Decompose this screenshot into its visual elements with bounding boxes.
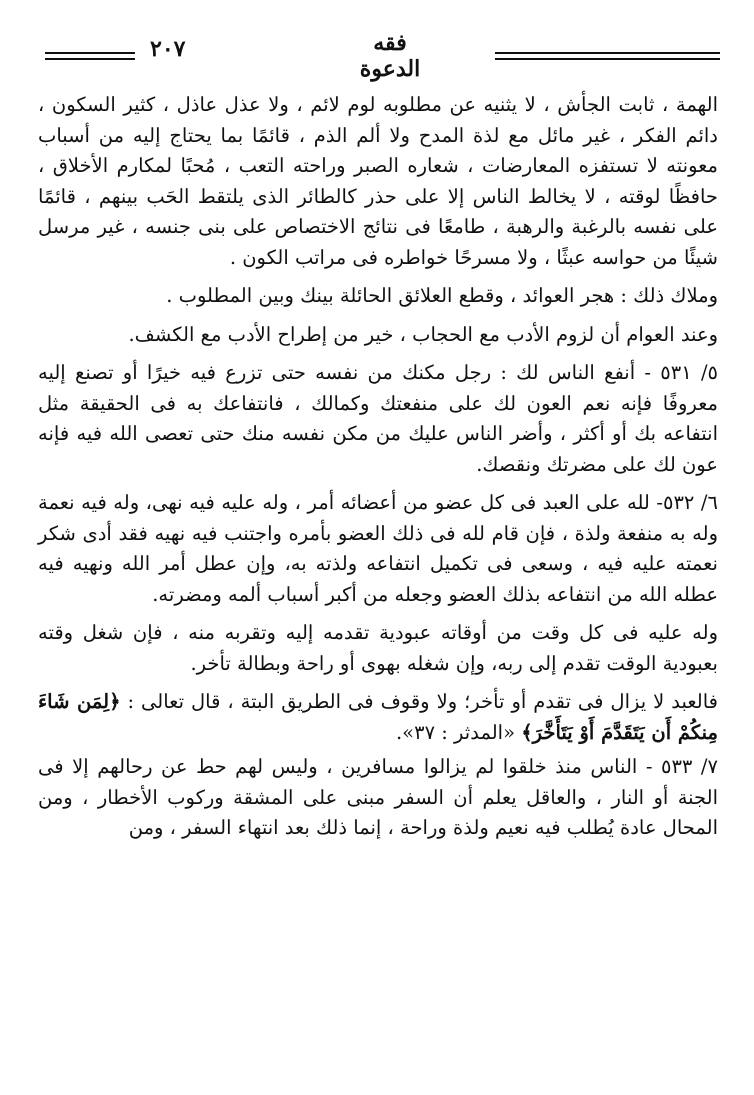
header-rule-left-double (45, 58, 135, 60)
paragraph-7 (38, 687, 718, 748)
verse-citation: «المدثر : ٣٧». (395, 720, 516, 744)
header-rule-right-double (495, 58, 720, 60)
running-title: فقه الدعوة (359, 30, 421, 82)
paragraph-1: الهمة ، ثابت الجأش ، لا يثنيه عن مطلوبه لوم لائم ، ولا عذل عاذل ، كثير السكون ، دائم الفكر ، غير مائل مع لذة المدح ولا ألم الذم ، قائمًا بما يحتاج إليه من أسباب معونته لا تستفزه المعارضات ، شعاره الصبر وراحته التعب ، مُحبًا لمكارم الأخلاق ، حافظًا لوقته ، لا يخالط الناس إلا على حذر كالطائر الذى يلتقط الحَب بينهم ، قائمًا على نفسه بالرغبة والرهبة ، طامعًا فى نتائج الاختصاص على بنى جنسه ، غير مرسل شيئًا من حواسه عبثًا ، ولا مسرحًا خواطره فى مراتب الكون . (38, 93, 718, 269)
header-rule-left (45, 52, 135, 54)
quran-verse: ﴿لِمَن شَاءَ مِنكُمْ أَن يَتَقَدَّمَ أَوْ يَتَأَخَّرَ﴾ (38, 690, 718, 744)
paragraph-3: وعند العوام أن لزوم الأدب مع الحجاب ، خير من إطراح الأدب مع الكشف. (128, 322, 718, 346)
paragraph-8: ٧/ ٥٣٣ - الناس منذ خلقوا لم يزالوا مسافرين ، وليس لهم حط عن رحالهم إلا فى الجنة أو النار ، والعاقل يعلم أن السفر مبنى على المشقة وركوب الأخطار ، ومن المحال عادة يُطلب فيه نعيم ولذة وراحة ، إنما ذلك بعد انتهاء السفر ، ومن (38, 755, 718, 839)
paragraph-6: وله عليه فى كل وقت من أوقاته عبودية تقدمه إليه وتقربه منه ، فإن شغل وقته بعبودية الوقت تقدم إلى ربه، وإن شغله بهوى أو راحة وبطالة تأخر. (38, 621, 718, 675)
body-text (38, 90, 718, 852)
paragraph-7-text: فالعبد لا يزال فى تقدم أو تأخر؛ ولا وقوف فى الطريق البتة ، قال تعالى : (127, 690, 718, 713)
page-header (40, 22, 720, 82)
paragraph-4: ٥/ ٥٣١ - أنفع الناس لك : رجل مكنك من نفسه حتى تزرع فيه خيرًا أو تصنع إليه معروفًا فإنه نعم العون لك على منفعتك وكمالك ، فانتفاعك به فى الحقيقة مثل انتفاعه بك أو أكثر ، وأضر الناس عليك من مكن نفسه منك حتى تعصى الله فيه فإنه عون لك على مضرتك ونقصك. (38, 361, 718, 476)
paragraph-5: ٦/ ٥٣٢- لله على العبد فى كل عضو من أعضائه أمر ، وله عليه فيه نهى، وله فيه نعمة وله به منفعة ولذة ، فإن قام لله فى ذلك العضو بأمره واجتنب فيه نهيه فقد أدى شكر نعمته عليه فيه ، وسعى فى تكميل انتفاعه ولذته به، وإن عطل أمر الله ونهيه فيه عطله الله من انتفاعه بذلك العضو وجعله من أكبر أسباب ألمه ومضرته. (38, 491, 718, 606)
header-rule-right (495, 52, 720, 54)
page-number: ٢٠٧ (150, 36, 186, 62)
paragraph-2: وملاك ذلك : هجر العوائد ، وقطع العلائق الحائلة بينك وبين المطلوب . (166, 284, 718, 307)
